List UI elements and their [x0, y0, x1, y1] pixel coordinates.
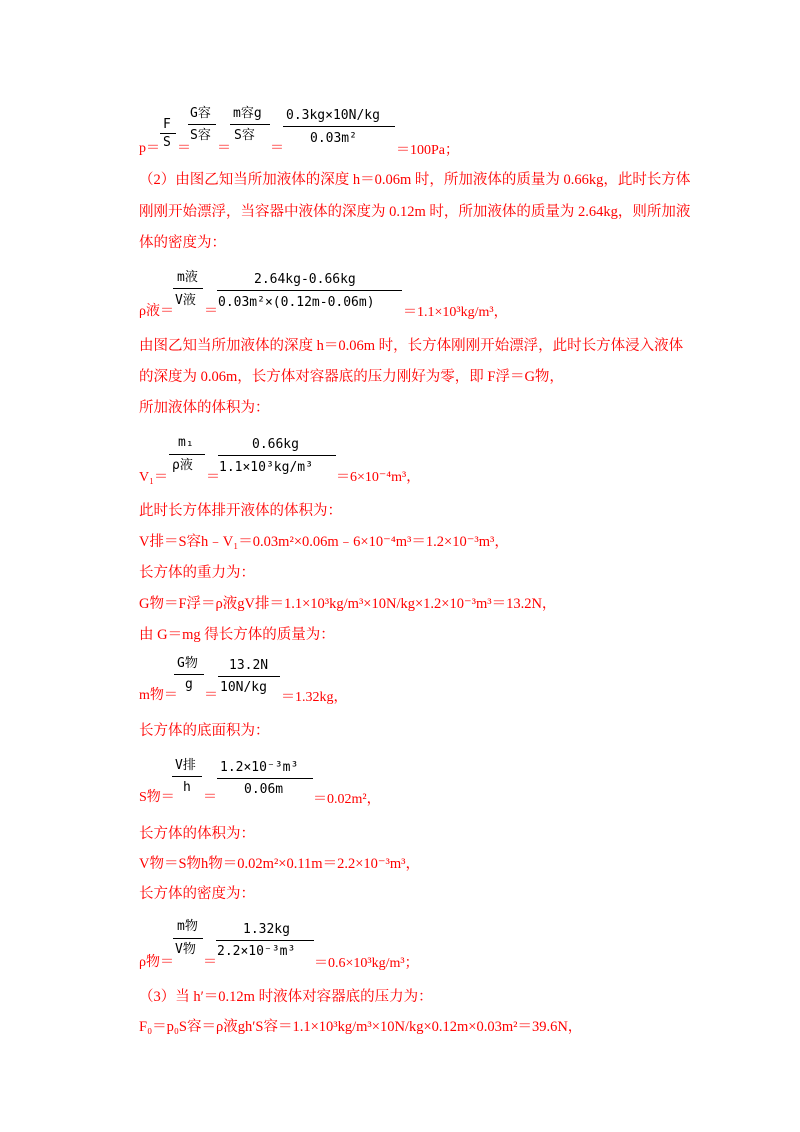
- frac-denominator: 0.06m: [244, 782, 284, 797]
- frac-numerator: 0.66kg: [252, 437, 299, 452]
- frac-denominator: g: [185, 677, 193, 692]
- fraction-bar: [172, 776, 202, 777]
- frac-denominator: V液: [175, 293, 196, 308]
- frac-numerator: F: [163, 117, 171, 132]
- frac-denominator: S容: [234, 128, 255, 143]
- formula-result: ＝100Pa；: [396, 143, 459, 158]
- text-line: V物＝S物h物＝0.02m²×0.11m＝2.2×10⁻³m³，: [139, 856, 421, 872]
- equals-sign: ＝: [177, 141, 191, 156]
- fraction-bar: [217, 778, 313, 779]
- text-line: 长方体的体积为：: [139, 826, 255, 842]
- frac-denominator: 0.03m²×(0.12m-0.06m): [218, 295, 375, 310]
- frac-denominator: 0.03m²: [310, 131, 357, 146]
- text-line: 长方体的底面积为：: [139, 723, 270, 739]
- text-line: F₀＝p₀S容＝ρ液gh′S容＝1.1×10³kg/m³×10N/kg×0.12m×0.03m²＝39.6N，: [139, 1019, 583, 1035]
- frac-numerator: 1.2×10⁻³m³: [220, 760, 299, 775]
- text-line: 的深度为 0.06m，长方体对容器底的压力刚好为零，即 F浮＝G物，: [139, 369, 564, 385]
- fraction-bar: [173, 288, 203, 289]
- frac-denominator: S容: [190, 128, 211, 143]
- formula-result: ＝0.02m²，: [313, 792, 381, 807]
- formula-result: ＝6×10⁻⁴m³，: [336, 470, 421, 485]
- formula-prefix: S物＝: [139, 790, 175, 805]
- fraction-bar: [230, 124, 270, 125]
- frac-numerator: m容g: [233, 106, 262, 121]
- fraction-bar: [218, 676, 280, 677]
- fraction-bar: [283, 126, 395, 127]
- frac-numerator: 13.2N: [229, 658, 269, 673]
- frac-numerator: 2.64kg-0.66kg: [254, 272, 356, 287]
- frac-denominator: S: [163, 135, 171, 150]
- formula-prefix: V₁＝: [139, 470, 168, 485]
- text-line: 刚刚开始漂浮，当容器中液体的深度为 0.12m 时，所加液体的质量为 2.64kg，则所加液: [139, 204, 691, 220]
- text-line: 由图乙知当所加液体的深度 h＝0.06m 时，长方体刚刚开始漂浮，此时长方体浸入液体: [139, 338, 684, 354]
- text-line: （3）当 h′＝0.12m 时液体对容器底的压力为：: [139, 989, 433, 1005]
- equals-sign: ＝: [204, 304, 218, 319]
- frac-numerator: V排: [175, 758, 196, 773]
- text-line: 体的密度为：: [139, 235, 226, 251]
- text-line: 长方体的重力为：: [139, 565, 255, 581]
- fraction-bar: [216, 940, 314, 941]
- text-line: （2）由图乙知当所加液体的深度 h＝0.06m 时，所加液体的质量为 0.66kg，此时长方体: [139, 172, 691, 188]
- frac-numerator: m物: [177, 919, 198, 934]
- fraction-bar: [160, 133, 176, 134]
- text-line: G物＝F浮＝ρ液gV排＝1.1×10³kg/m³×10N/kg×1.2×10⁻³m³＝13.2N，: [139, 596, 557, 612]
- frac-denominator: ρ液: [172, 458, 193, 473]
- frac-numerator: G物: [177, 656, 198, 671]
- text-line: V排＝S容h﹣V₁＝0.03m²×0.06m﹣6×10⁻⁴m³＝1.2×10⁻³m³，: [139, 534, 509, 550]
- fraction-bar: [188, 124, 216, 125]
- frac-numerator: 0.3kg×10N/kg: [286, 108, 380, 123]
- frac-denominator: 10N/kg: [220, 680, 267, 695]
- fraction-bar: [217, 290, 402, 291]
- formula-prefix: ρ物＝: [139, 955, 174, 970]
- text-line: 长方体的密度为：: [139, 886, 255, 902]
- frac-denominator: 1.1×10³kg/m³: [219, 460, 313, 475]
- text-line: 由 G＝mg 得长方体的质量为：: [139, 627, 335, 643]
- formula-prefix: p＝: [139, 141, 160, 156]
- frac-denominator: 2.2×10⁻³m³: [217, 944, 296, 959]
- formula-result: ＝1.1×10³kg/m³，: [403, 305, 508, 320]
- formula-result: ＝1.32kg，: [281, 690, 348, 705]
- formula-result: ＝0.6×10³kg/m³；: [314, 956, 419, 971]
- text-line: 所加液体的体积为：: [139, 400, 270, 416]
- equals-sign: ＝: [217, 141, 231, 156]
- equals-sign: ＝: [204, 688, 218, 703]
- text-line: 此时长方体排开液体的体积为：: [139, 503, 342, 519]
- frac-numerator: m₁: [178, 435, 194, 450]
- frac-numerator: m液: [177, 270, 198, 285]
- frac-numerator: G容: [190, 106, 211, 121]
- fraction-bar: [218, 455, 336, 456]
- equals-sign: ＝: [270, 141, 284, 156]
- equals-sign: ＝: [206, 470, 220, 485]
- fraction-bar: [169, 454, 205, 455]
- frac-denominator: V物: [175, 942, 196, 957]
- fraction-bar: [173, 938, 203, 939]
- frac-denominator: h: [183, 780, 191, 795]
- formula-prefix: m物＝: [139, 688, 178, 703]
- equals-sign: ＝: [203, 790, 217, 805]
- frac-numerator: 1.32kg: [243, 922, 290, 937]
- fraction-bar: [174, 674, 204, 675]
- equals-sign: ＝: [203, 955, 217, 970]
- formula-prefix: ρ液＝: [139, 304, 174, 319]
